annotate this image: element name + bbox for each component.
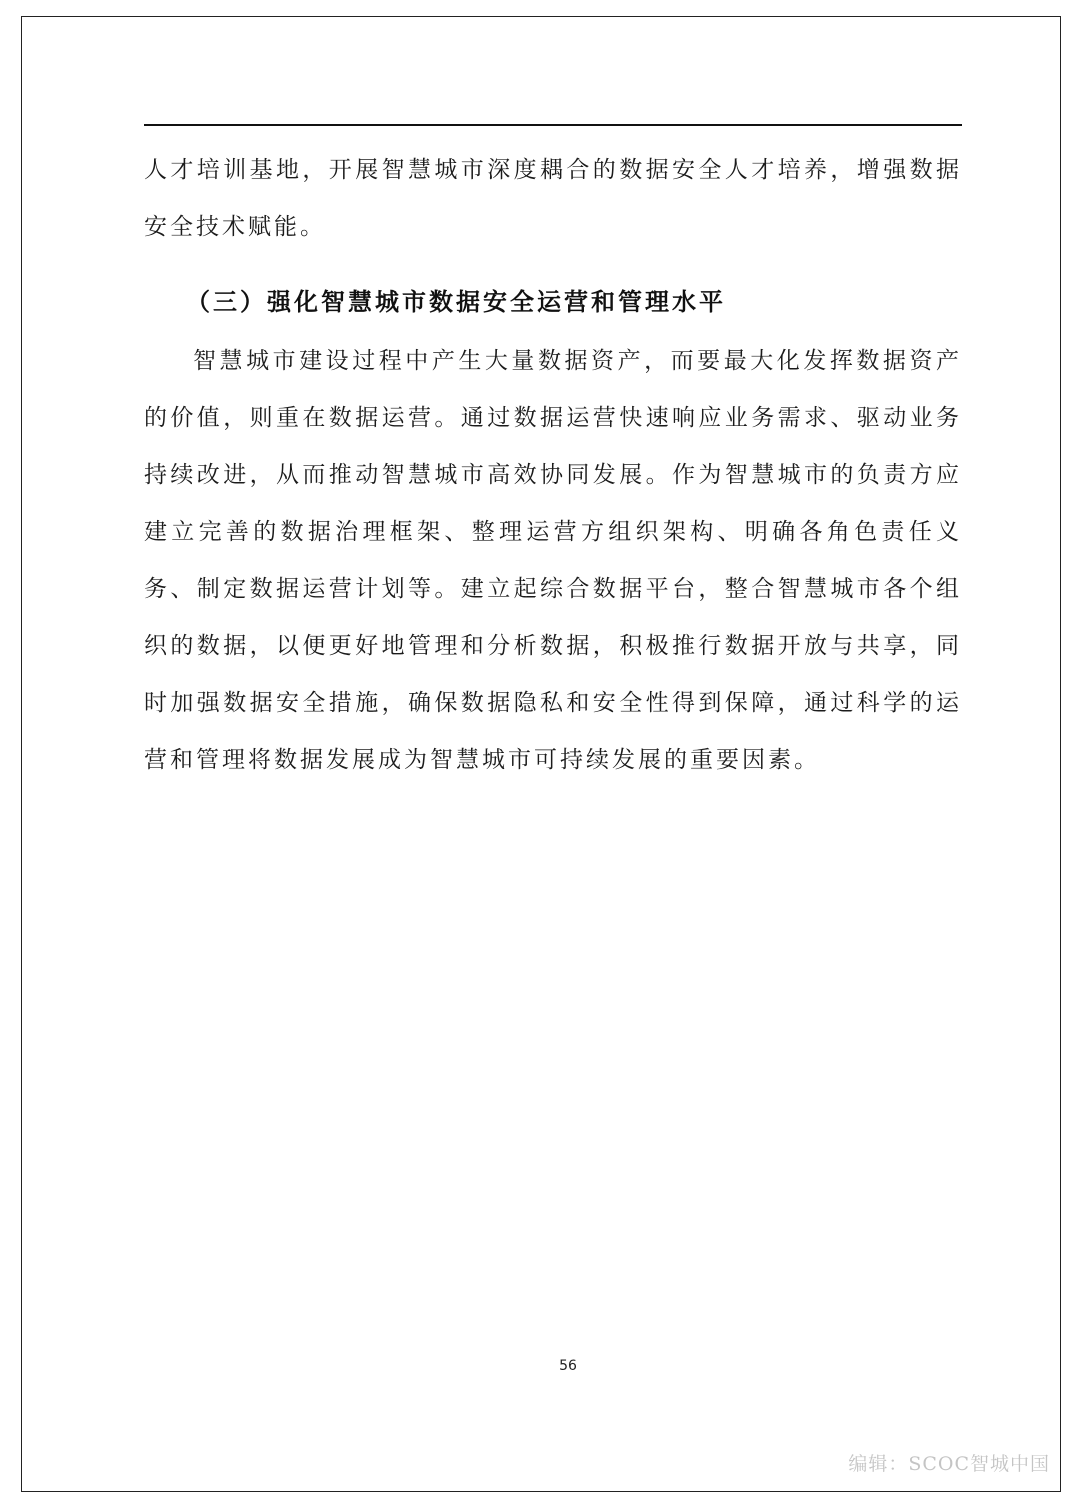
editor-watermark: 编辑：SCOC智城中国: [848, 1453, 1050, 1475]
section-heading: （三）强化智慧城市数据安全运营和管理水平: [186, 288, 726, 316]
paragraph-talent-training: 人才培训基地，开展智慧城市深度耦合的数据安全人才培养，增强数据安全技术赋能。: [144, 157, 962, 240]
header-rule: [144, 124, 962, 126]
paragraph-data-operations: 智慧城市建设过程中产生大量数据资产，而要最大化发挥数据资产的价值，则重在数据运营。通过数据运营快速响应业务需求、驱动业务持续改进，从而推动智慧城市高效协同发展。作为智慧城市的负责方应建立完善的数据治理框架、整理运营方组织架构、明确各角色责任义务、制定数据运营计划等。建立起综合数据平台，整合智慧城市各个组织的数据，以便更好地管理和分析数据，积极推行数据开放与共享，同时加强数据安全措施，确保数据隐私和安全性得到保障，通过科学的运营和管理将数据发展成为智慧城市可持续发展的重要因素。: [144, 348, 962, 773]
page-number: 56: [559, 1358, 577, 1374]
